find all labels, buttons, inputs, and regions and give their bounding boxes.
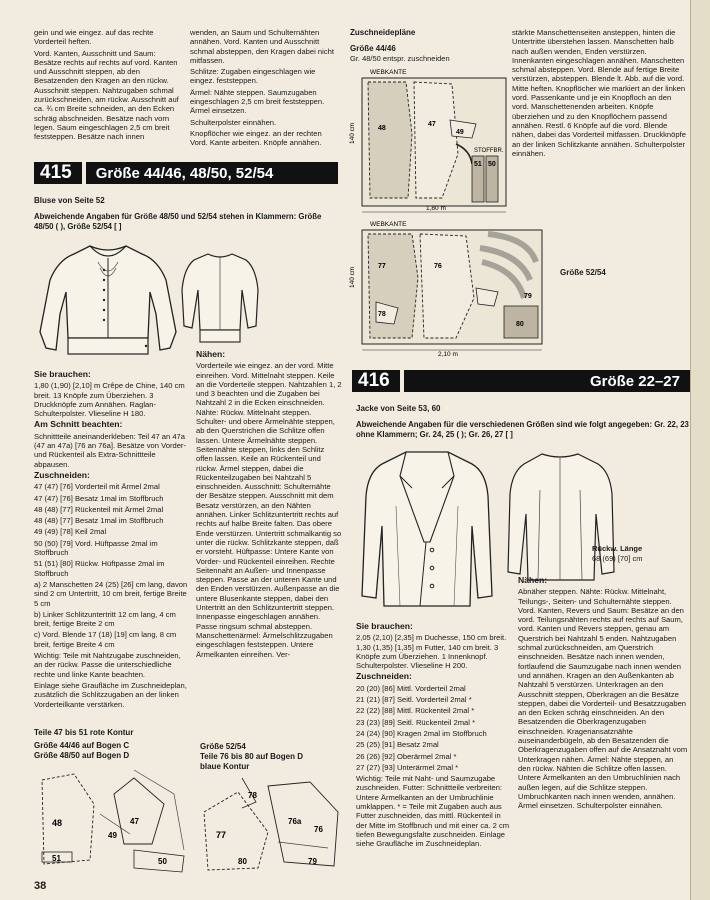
plan52-piece-77: 77 (378, 263, 386, 270)
jacket-front-drawing (360, 446, 494, 616)
col2-top-text (190, 28, 338, 150)
piece-79-label: 79 (308, 857, 317, 866)
plan44-piece-47: 47 (428, 121, 436, 128)
m415-zu-2: 48 (48) [77] Rückenteil mit Ärmel 2mal (34, 504, 164, 514)
piece-76-label: 76 (314, 825, 323, 834)
m415-sew-text: Vorderteile wie eingez. an der vord. Mitte einreihen. Vord. Mittelnaht steppen. Keile an die Vorderteile steppen. Nahtzahlen 1, 2 und 3 beachten und die Zugaben bei Nahtzahl 2 in die Ecken einschneiden. Nähte: Rückw. Mittelnaht steppen. Schulter- und obere Ärmelnähte steppen, ab den Querstrichen die Schlitze offen lassen. Untere Ärmelnähte steppen. Seitennähte steppen, links den Schlitz offen lassen. Keile an Rückenteil und rückw. Ärmel steppen, dabei die Rückenteilzugaben bei Nahtzahl 5 einschneiden. Ausschnitt: Schulternähte der Besätze steppen. Ausschnitt mit dem Besatz verstürzen, an den Nähten annähen. Linker Schlitzuntertritt rechts auf rechts auf halbe Breite falten. Das obere Ende verstürzen. Untertritt schmalkantig so unter die rückw. Schlitzkante steppen, daß er vorsteht. Hüftpasse: Untere Kante von Vorder- und Rückenteil einreihen. Rechte Seitennaht an Außen- und Innenpasse steppen. Passe an der unteren Kante und den Enden verstürzen. Außenpasse an die untere Blusenkante steppen, dabei den Untertritt an den Schlitzuntertritt steppen. Innenpasse eingeschlagen annähen. Passe ringsum schmal absteppen. Manschettenärmel: Ärmelschlitzzugaben eingeschlagen feststeppen. Untere Ärmelkanten einreihen. Ver- (196, 361, 342, 659)
model-415-note: Abweichende Angaben für Größe 48/50 und 52/54 stehen in Klammern: Größe 48/50 ( ), Größe 52/54 [ ] (34, 212, 322, 231)
m415-size52-sheet: Teile 76 bis 80 auf Bogen D (200, 752, 303, 761)
m415-zu-3: 48 (48) [77] Besatz 1mal im Stoffbruch (34, 516, 164, 526)
col2-p4: Schulterpolster einnähen. (190, 117, 277, 127)
plan44-webkante: WEBKANTE (370, 69, 407, 76)
m415-teile-heading: Teile 47 bis 51 rote Kontur (34, 728, 134, 737)
model-416-materials (356, 622, 512, 874)
model-415-header (34, 162, 338, 184)
plan52-piece-80: 80 (516, 321, 524, 328)
m415-cut-text: Schnittteile aneinanderkleben: Teil 47 an 47a (47 an 47a) [76 an 76a]. Besätze von Vorder- und Rückenteil als Extra-Schnittteile abpausen. (34, 431, 186, 469)
plan52-width: 2,10 m (438, 351, 458, 358)
plan52-webkante: WEBKANTE (370, 221, 407, 228)
plan52-piece-79: 79 (524, 293, 532, 300)
m415-size52-label: Größe 52/54 (200, 742, 246, 751)
col1-p2: Vord. Kanten, Ausschnitt und Saum: Besätze rechts auf rechts auf vord. Kanten und Ausschnitt steppen, ab den Besatzenden den Kragen an den rückw. Ausschnitt steppen. Nahtzugaben schmal zurückschneiden, am rückw. Ausschnitt auf ca. ¾ cm Breite schneiden, an den Ecken schräg abschneiden. Besätze nach vorn legen. Saum eingeschlagen 2,5 cm breit feststeppen. Besätze nach innen (34, 48, 179, 142)
piece-78-label: 78 (248, 791, 257, 800)
piece-50-label: 50 (158, 857, 167, 866)
col2-p1: wenden, an Saum und Schulternähten annähen. Vord. Kanten und Ausschnitt schmal absteppen, den Kragen dabei nicht mitfassen. (190, 28, 334, 65)
m416-sew-heading: Nähen: (518, 575, 548, 585)
model-416-number: 416 (352, 370, 404, 392)
plan52-piece-76: 76 (434, 263, 442, 270)
model-415-materials (34, 369, 190, 709)
m415-zu-7: a) 2 Manschetten 24 (25) [26] cm lang, davon sind 2 cm Untertritt, 10 cm breit, fertige Breite 5 cm (34, 579, 188, 608)
col2-p2: Schlitze: Zugaben eingeschlagen wie eingez. feststeppen. (190, 67, 316, 86)
cutting-plan-52 (348, 218, 548, 358)
model-415-sizes: Größe 44/46, 48/50, 52/54 (95, 164, 274, 182)
jacket-back-drawing (506, 450, 616, 590)
col1-top-text (34, 28, 184, 150)
m416-sew-text: Abnäher steppen. Nähte: Rückw. Mittelnaht, Teilungs-, Seiten- und Schulternähte steppen. Vord. Kanten, Revers und Saum: Besätze an den vord. Teilungsnähten rechts auf rechts auf Saum, vord. Kanten und Revers steppen, genau am Querstrich bei Nahtzahl 5 enden. Nahtzugaben schmal zurückschneiden, am Querstrich einschneiden. Besätze nach innen wenden, fortlaufend die Saumzugabe nach innen wenden und annähen. Kragen an den Außenkanten ab Nahtzahl 5 verstürzen. Unterkragen an den Ausschnitt steppen, Oberkragen an die Besätze steppen, dabei die Vorderteil- und Besatzzugaben an den Ecken schräg einschneiden. An den Besatzenden die Oberkragenzugaben einschneiden. Kragenansatznähte auseinanderbügeln, ab den Besatzenden die Oberkragenzugaben offen auf die Ansatznaht vom Unterkragen nähen. Ärmel: Nähte steppen, an den rückw. Nähten die Schlitze offen lassen. Untere Ärmelkanten an den Umbruchlinien nach außen legen, auf die Schlitze steppen. Umbruchkanten nach innen wenden, annähen. Ärmel einsetzen. Schulterpolster einnähen. (518, 587, 688, 811)
plan-size44-note: Gr. 48/50 entspr. zuschneiden (350, 54, 450, 63)
cutting-plan-44 (348, 64, 508, 216)
plan44-height: 140 cm (349, 122, 356, 144)
m415-need-text: 1,80 (1,90) [2,10] m Crêpe de Chine, 140 cm breit. 13 Knöpfe zum Überziehen. 3 Druckknöpfe zum Annähen. Raglan-Schulterpolster. Vlieseline H 180. (34, 381, 185, 419)
m415-zu-6: 51 (51) [80] Rückw. Hüftpasse 2mal im Stoffbruch (34, 559, 165, 578)
page-number: 38 (34, 880, 47, 892)
col4-top-text (512, 28, 688, 214)
piece-80-label: 80 (238, 857, 247, 866)
m415-einlage: Einlage siehe Graufläche im Zuschneideplan, zusätzlich die Schlitzzugaben an der linken Vorderteilkante verstärken. (34, 680, 187, 709)
m416-zu-6: 26 (26) [92] Oberärmel 2mal * (356, 751, 457, 761)
m415-zu-8: b) Linker Schlitzuntertritt 12 cm lang, 4 cm breit, fertige Breite 2 cm (34, 609, 176, 629)
plan44-piece-48: 48 (378, 125, 386, 132)
model-416-sizes: Größe 22–27 (589, 372, 680, 390)
model-416-sewing (518, 576, 688, 874)
m415-zu-4: 49 (49) [78] Keil 2mal (34, 527, 107, 537)
piece-49-label: 49 (108, 831, 117, 840)
m415-zu-1: 47 (47) [76] Besatz 1mal im Stoffbruch (34, 493, 164, 503)
blouse-back-drawing (180, 250, 260, 350)
m416-zu-1: 21 (21) [87] Seitl. Vorderteil 2mal * (356, 695, 472, 705)
m416-zu-5: 25 (25) [91] Besatz 2mal (356, 740, 439, 750)
plan-size52: Größe 52/54 (560, 268, 606, 277)
plan44-stoffbruch: STOFFBR. (474, 148, 504, 154)
m415-need-heading: Sie brauchen: (34, 369, 91, 379)
col4-p1: stärkte Manschettenseiten ansteppen, hinten die Untertritte überstehen lassen. Manschetten halb nach außen wenden, Enden verstürzen. Innenkanten eingeschlagen annähen. Manschetten schmal absteppen. Vord. Blende auf fertige Breite verstürzen, absteppen. Blende lt. Abb. auf die vord. Mitte heften. Knopflöcher wie markiert an der linken vord. Passenkante und je ein Knopfloch an den vord. Manschettenenden arbeiten. Knöpfe überziehen und zu den Knopflöchern passend annähen. Restl. 6 Knöpfe auf die vord. Blende nähen, dabei das Vorderteil mitfassen. Druckknöpfe an der linken Schlitzkante annähen. Schulterpolster einnähen. (512, 28, 686, 158)
plan44-piece-50: 50 (488, 161, 496, 168)
m416-need-heading: Sie brauchen: (356, 621, 413, 631)
m415-zu-0: 47 (47) [76] Vorderteil mit Ärmel 2mal (34, 482, 160, 492)
blouse-front-drawing (38, 240, 178, 364)
m415-size48-sheet: Größe 48/50 auf Bogen D (34, 751, 130, 760)
plan44-width: 1,80 m (426, 205, 446, 212)
model-415-sewing (196, 350, 342, 728)
m416-zu-heading: Zuschneiden: (356, 671, 412, 682)
piece-76a-label: 76a (288, 817, 302, 826)
m416-zu-2: 22 (22) [88] Mittl. Rückenteil 2mal * (356, 706, 475, 716)
m415-zu-heading: Zuschneiden: (34, 469, 90, 480)
model-416-title: Jacke von Seite 53, 60 (356, 404, 441, 413)
piece-47-label: 47 (130, 817, 139, 826)
model-415-title: Bluse von Seite 52 (34, 196, 105, 205)
m415-wichtig: Wichtig: Teile mit Nahtzugabe zuschneiden, an der rückw. Passe die unterschiedliche rechte und linke Kante beachten. (34, 651, 181, 679)
piece-51-label: 51 (52, 854, 61, 863)
plan44-piece-51: 51 (474, 161, 482, 168)
m416-zu-0: 20 (20) [86] Mittl. Vorderteil 2mal (356, 683, 466, 693)
plan-size44: Größe 44/46 (350, 44, 396, 53)
m415-cut-heading: Am Schnitt beachten: (34, 419, 123, 430)
plan44-piece-49: 49 (456, 129, 464, 136)
col1-p1: gein und wie eingez. auf das rechte Vorderteil heften. (34, 28, 154, 47)
model-415-number: 415 (34, 162, 86, 184)
m416-zu-3: 23 (23) [89] Seitl. Rückenteil 2mal * (356, 717, 476, 727)
piece-77-label: 77 (216, 830, 227, 840)
m416-need-text: 2,05 (2,10) [2,35] m Duchesse, 150 cm breit. 1,30 (1,35) [1,35] m Futter, 140 cm breit. 3 Knöpfe zum Überziehen. 1 Innenknopf. Schulterpolster. Vlieseline H 200. (356, 633, 507, 671)
next-page-edge (690, 0, 710, 900)
model-416-back-length-value: 68 (69) [70] cm (592, 554, 643, 563)
plan-title: Zuschneidepläne (350, 28, 416, 37)
pattern-fragment-44 (34, 764, 194, 876)
pattern-fragment-52 (198, 772, 348, 876)
m415-sew-heading: Nähen: (196, 349, 226, 359)
piece-48-label: 48 (52, 818, 63, 828)
m415-zu-9: c) Vord. Blende 17 (18) [19] cm lang, 8 cm breit, fertige Breite 4 cm (34, 630, 177, 649)
col2-p3: Ärmel: Nähte steppen. Saumzugaben eingeschlagen 2,5 cm breit feststeppen. Ärmel einsetzen. (190, 87, 325, 116)
m415-size52-contour: blaue Kontur (200, 762, 250, 771)
plan52-height: 140 cm (349, 266, 356, 288)
m416-zu-4: 24 (24) [90] Kragen 2mal im Stoffbruch (356, 728, 487, 738)
m416-zu-7: 27 (27) [93] Unterärmel 2mal * (356, 762, 459, 772)
model-416-back-length-label: Rückw. Länge (592, 544, 643, 553)
model-416-header (352, 370, 690, 392)
m415-size44-sheet: Größe 44/46 auf Bogen C (34, 741, 130, 750)
m415-zu-5: 50 (50) [79] Vord. Hüftpasse 2mal im Stoffbruch (34, 538, 158, 558)
plan52-piece-78: 78 (378, 311, 386, 318)
col2-p5: Knopflöcher wie eingez. an der rechten Vord. Kante arbeiten. Knöpfe annähen. (190, 128, 322, 148)
model-416-note: Abweichende Angaben für die verschiedenen Größen sind wie folgt angegeben: Gr. 22, 23 ohne Klammern; Gr. 24, 25 ( ); Gr. 26, 27 [ ] (356, 420, 689, 439)
m416-wichtig: Wichtig: Teile mit Naht- und Saumzugabe zuschneiden. Futter: Schnittteile verbreiten: Untere Ärmelkanten an der Umbruchlinie umklappen. * = Teile mit Zugaben auch aus Futter zuschneiden, das mittl. Rückenteil in der Mitte im Stoffbruch und mit einer ca. 2 cm tiefen Bewegungsfalte zuschneiden. Einlage siehe Graufläche im Zuschneideplan. (356, 774, 510, 849)
